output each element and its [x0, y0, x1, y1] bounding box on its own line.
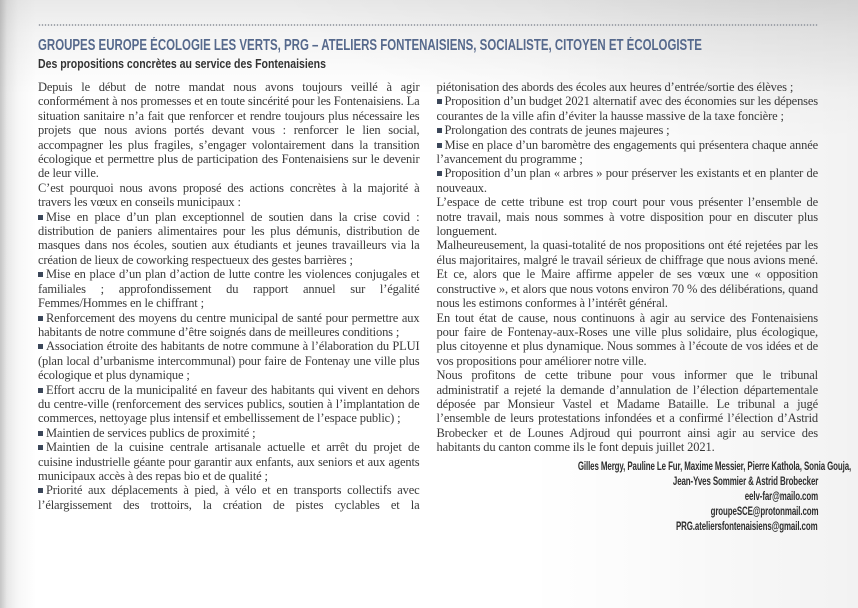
paragraph: Proposition d’un budget 2021 alternatif avec des économies sur les dépenses courantes de la ville afin d’éviter la hausse massive de la taxe foncière ; [436, 94, 818, 123]
bullet-square-icon [38, 316, 43, 321]
signature-text: Gilles Mergy, Pauline Le Fur, Maxime Messier, Pierre Kathola, Sonia Gouja, [577, 458, 851, 473]
bullet-square-icon [437, 143, 442, 148]
paragraph: Mise en place d’un baromètre des engagements qui présentera chaque année l’avancement du programme ; [436, 137, 818, 167]
signature-text: Jean-Yves Sommier & Astrid Brobecker [672, 473, 818, 488]
bullet-square-icon [38, 272, 43, 277]
signature-authors-line [437, 458, 851, 474]
paragraph: En tout état de cause, nous continuons à agir au service des Fontenaisiens pour faire de Fontenay-aux-Roses une ville plus solidaire, plus écologique, plus citoyenne et plus dynamique. Nous sommes à l’écoute de vos idées et de vos propositions pour améliorer notre ville. [436, 310, 818, 368]
column-right [436, 80, 851, 534]
signature-text: eelv-far@mailo.com [744, 488, 818, 503]
signature-authors-line [437, 474, 819, 489]
text-columns [38, 80, 851, 534]
paragraph: L’espace de cette tribune est trop court pour vous présenter l’ensemble de notre travail, mais nous sommes à votre disposition pour en discuter plus longuement. [436, 195, 818, 239]
paragraph: Maintien de services publics de proximité ; [38, 426, 420, 440]
paragraph: Proposition d’un plan « arbres » pour préserver les existants et en planter de nouveaux. [436, 166, 818, 195]
groups-title-text: GROUPES EUROPE ÉCOLOGIE LES VERTS, PRG – ATELIERS FONTENAISIENS, SOCIALISTE, CITOYEN ET ÉCOLOGISTE [38, 37, 702, 54]
signature-email [437, 504, 819, 519]
bullet-square-icon [38, 215, 43, 220]
bullet-square-icon [38, 344, 43, 349]
bullet-square-icon [38, 388, 43, 393]
signature-email [437, 519, 819, 534]
signature-text: PRG.ateliersfontenaisiens@gmail.com [676, 518, 818, 533]
paragraph: Mise en place d’un plan exceptionnel de soutien dans la crise covid : distribution de paniers alimentaires pour les plus démunis, distribution de masques dans nos écoles, soutien aux étudiants et jeunes travailleurs via la création de lieux de coworking respectueux des gestes barrières ; [38, 209, 420, 267]
paragraph: piétonisation des abords des écoles aux heures d’entrée/sortie des élèves ; [436, 80, 794, 94]
column-left [38, 80, 420, 534]
bullet-square-icon [437, 99, 442, 104]
tribune-subtitle-text: Des propositions concrètes au service des Fontenaisiens [38, 56, 326, 71]
bullet-square-icon [38, 488, 43, 493]
bullet-square-icon [437, 128, 442, 133]
signature-text: groupeSCE@protonmail.com [710, 503, 818, 518]
paragraph: Renforcement des moyens du centre municipal de santé pour permettre aux habitants de notre commune d’être soignés dans de meilleures conditions ; [38, 310, 420, 339]
signature-block [437, 458, 851, 534]
paragraph: C’est pourquoi nous avons proposé des actions concrètes à la majorité à travers les vœux en conseils municipaux : [38, 180, 420, 210]
paragraph: Effort accru de la municipalité en faveur des habitants qui vivent en dehors du centre-ville (renforcement des services publics, soutien à l’implantation de commerces, nettoyage plus intensif et embellissement de l’espace public) ; [38, 382, 420, 426]
bullet-square-icon [437, 171, 442, 176]
paragraph: Prolongation des contrats de jeunes majeures ; [437, 123, 819, 137]
paragraph: Mise en place d’un plan d’action de lutte contre les violences conjugales et familiales ; approfondissement du rapport annuel sur l’égalité Femmes/Hommes en le chiffrant ; [38, 267, 420, 311]
paragraph: Malheureusement, la quasi-totalité de nos propositions ont été rejetées par les élus majoritaires, malgré le travail sérieux de chiffrage que nous avions mené. Et ce, alors que le Maire affirme appeler de ses vœux une « opposition constructive », et alors que nous votons environ 70 % des délibérations, quand nous les estimons conformes à l’intérêt général. [436, 238, 818, 311]
paragraph: Depuis le début de notre mandat nous avons toujours veillé à agir conformément à nos promesses et en toute sincérité pour les Fontenaisiens. La situation sanitaire n’a fait que renforcer et rendre toujours plus nécessaire les projets que nous avions portés devant vous : renforcer le lien social, accompagner les plus fragiles, s’engager volontairement dans la transition écologique et permettre plus de participation des Fontenaisiens sur le devenir de leur ville. [38, 80, 420, 181]
bullet-square-icon [38, 445, 43, 450]
paragraph: Maintien de la cuisine centrale artisanale actuelle et arrêt du projet de cuisine industrielle géante pour garantir aux enfants, aux seniors et aux agents municipaux accès à des repas bio et de qualité ; [38, 440, 420, 483]
paragraph: Priorité aux déplacements à pied, à vélo et en transports collectifs avec l’élargissement des trottoirs, la création de pistes cyclables et la [38, 483, 420, 512]
dotted-divider [38, 24, 818, 26]
signature-email [437, 489, 819, 504]
tribune-subtitle [38, 56, 818, 72]
paragraph: Nous profitons de cette tribune pour vous informer que le tribunal administratif a rejeté la demande d’annulation de l’élection départementale déposée par Monsieur Vastel et Madame Bataille. Le tribunal a jugé l’ensemble de leurs protestations infondées et a confirmé l’élection d’Astrid Brobecker et de Lounes Adjroud qui pourront ainsi agir au service des habitants du canton comme ils le font depuis juillet 2021. [436, 368, 818, 455]
bullet-square-icon [38, 431, 43, 436]
paragraph: Association étroite des habitants de notre commune à l’élaboration du PLUI (plan local d’urbanisme intercommunal) pour faire de Fontenay une ville plus écologique et plus dynamique ; [38, 339, 420, 383]
groups-title [38, 37, 818, 54]
tribune-content [38, 24, 851, 534]
